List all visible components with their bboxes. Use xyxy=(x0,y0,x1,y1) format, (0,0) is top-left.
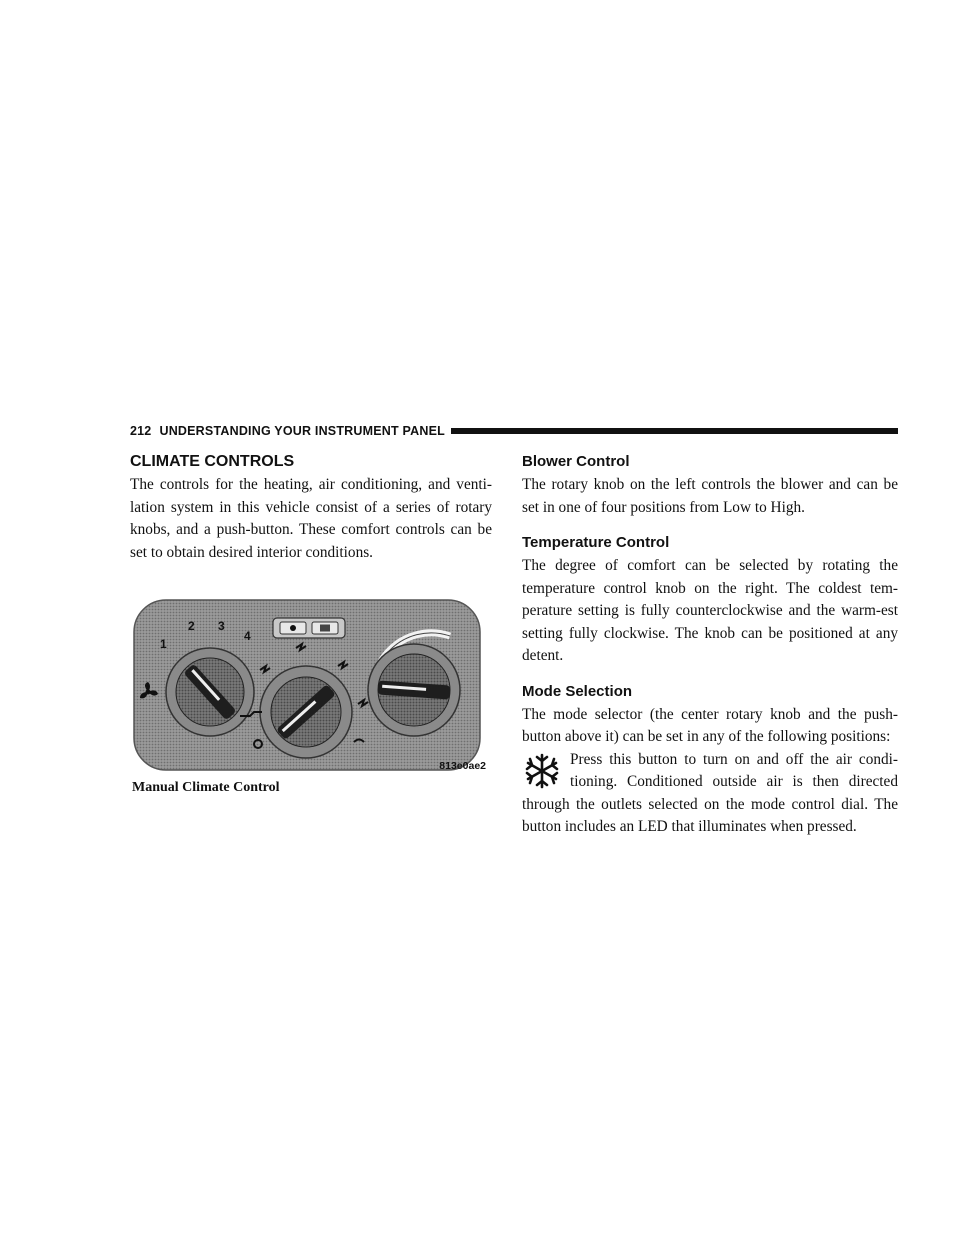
blower-position-3: 3 xyxy=(218,619,225,633)
section-title: UNDERSTANDING YOUR INSTRUMENT PANEL xyxy=(159,424,445,438)
ac-recirc-button-group[interactable] xyxy=(273,618,345,638)
figure-code: 813e0ae2 xyxy=(439,760,486,772)
ac-led-icon xyxy=(290,625,296,631)
recirc-icon xyxy=(320,625,330,632)
climate-panel-illustration xyxy=(130,596,492,776)
blower-knob[interactable] xyxy=(166,648,254,736)
mode-selector-knob[interactable] xyxy=(260,666,352,758)
figure-caption: Manual Climate Control xyxy=(132,780,280,795)
manual-climate-control-figure xyxy=(130,596,492,796)
ac-description xyxy=(522,749,898,839)
right-column xyxy=(522,452,898,839)
temperature-knob[interactable] xyxy=(368,644,460,736)
temperature-control-text: The degree of comfort can be selected by rotating the temperature control knob on the right. The coldest tem-perature setting is fully counterclockwise and the warm-est setting fully clockwise. The knob can be positioned at any detent. xyxy=(522,557,898,664)
page-number: 212 xyxy=(130,424,152,438)
snowflake-icon xyxy=(522,751,562,791)
temperature-control-heading: Temperature Control xyxy=(522,534,670,551)
header-rule xyxy=(451,428,898,434)
climate-intro-text: The controls for the heating, air conditioning, and venti-lation system in this vehicle consist of a series of rotary knobs, and a push-button. These comfort controls can be set to obtain desired interior conditions. xyxy=(130,476,492,561)
mode-selection-heading: Mode Selection xyxy=(522,682,633,700)
ac-button-text: Press this button to turn on and off the air condi-tioning. Conditioned outside air is then directed through the outlets selected on the mode control dial. The button includes an LED that illuminates when pressed. xyxy=(522,750,898,835)
blower-position-2: 2 xyxy=(188,619,195,633)
blower-position-4: 4 xyxy=(244,629,251,643)
page-header xyxy=(130,423,898,439)
blower-control-heading: Blower Control xyxy=(522,453,630,470)
left-column xyxy=(130,452,492,796)
blower-position-1: 1 xyxy=(160,637,167,651)
blower-control-text: The rotary knob on the left controls the blower and can be set in one of four positions from Low to High. xyxy=(522,476,898,516)
mode-selection-text: The mode selector (the center rotary knob and the push-button above it) can be set in any of the following positions: xyxy=(522,705,898,745)
climate-controls-heading: CLIMATE CONTROLS xyxy=(130,453,295,470)
